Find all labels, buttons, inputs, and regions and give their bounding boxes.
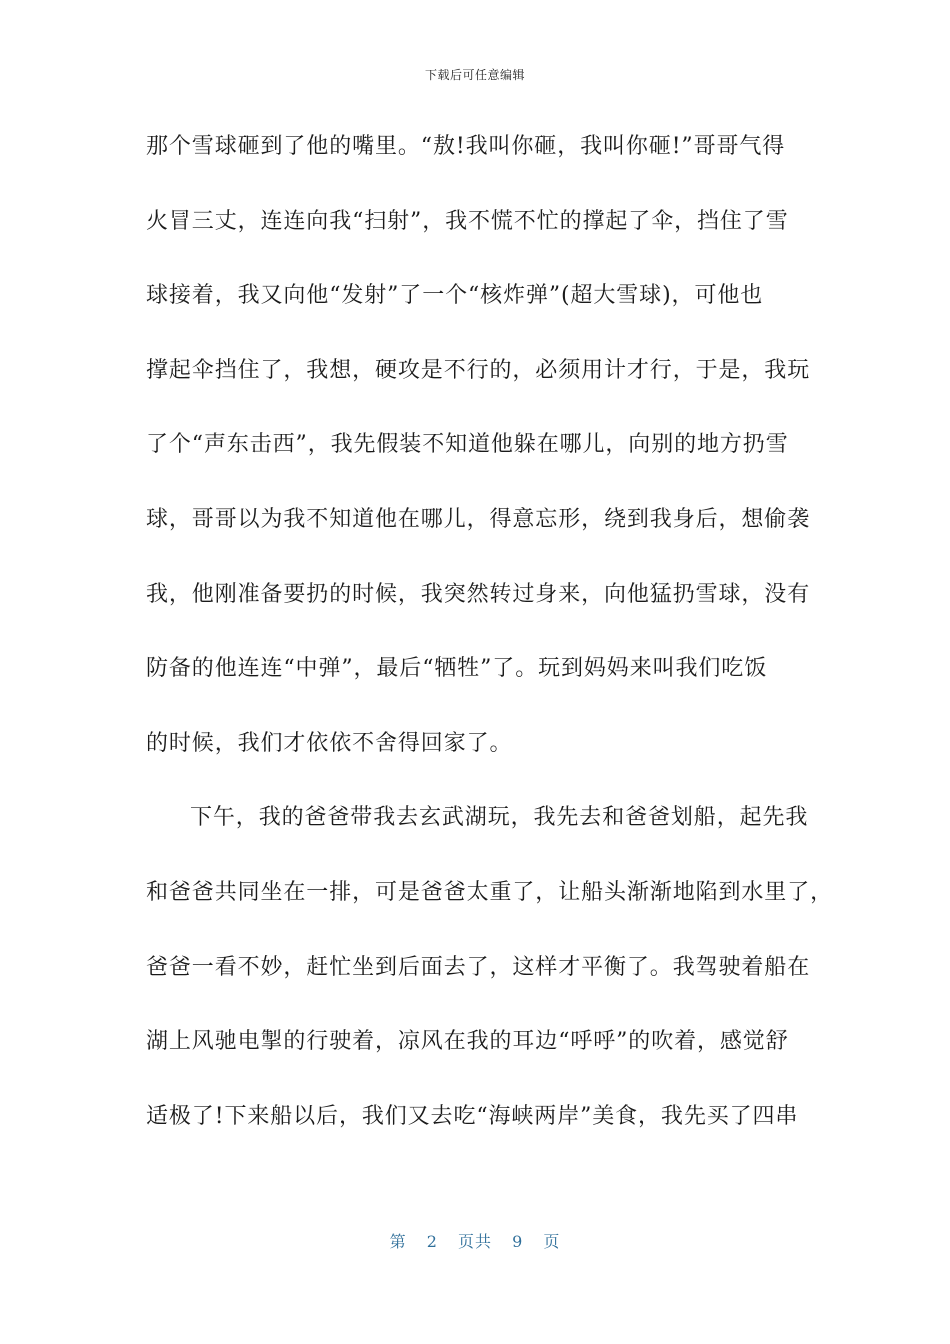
paragraph-first-line: 下午，我的爸爸带我去玄武湖玩，我先去和爸爸划船，起先我 — [190, 805, 809, 831]
page-header: 下载后可任意编辑 — [424, 68, 525, 82]
paragraph-line: 球，哥哥以为我不知道他在哪儿，得意忘形，绕到我身后，想偷袭 — [146, 506, 811, 532]
paragraph-line: 撑起伞挡住了，我想，硬攻是不行的，必须用计才行，于是，我玩 — [146, 357, 811, 383]
paragraph-line: 爸爸一看不妙，赶忙坐到后面去了，这样才平衡了。我驾驶着船在 — [146, 954, 811, 980]
paragraph-line: 了个“声东击西”，我先假装不知道他躲在哪儿，向别的地方扔雪 — [146, 432, 789, 458]
page-number-footer: 第 2 页共 9 页 — [389, 1232, 561, 1251]
paragraph-line: 那个雪球砸到了他的嘴里。“敖!我叫你砸，我叫你砸!”哥哥气得 — [146, 134, 786, 159]
paragraph-line: 我，他刚准备要扔的时候，我突然转过身来，向他猛扔雪球，没有 — [146, 581, 811, 607]
paragraph-line: 和爸爸共同坐在一排，可是爸爸太重了，让船头渐渐地陷到水里了， — [146, 879, 834, 905]
document-body — [146, 125, 834, 1169]
paragraph-line: 球接着，我又向他“发射”了一个“核炸弹”(超大雪球)，可他也 — [146, 283, 764, 309]
paragraph-line: 的时候，我们才依依不舍得回家了。 — [146, 730, 513, 756]
paragraph-line: 火冒三丈，连连向我“扫射”，我不慌不忙的撑起了伞，挡住了雪 — [146, 208, 789, 234]
paragraph-line: 防备的他连连“中弹”，最后“牺牲”了。玩到妈妈来叫我们吃饭 — [146, 656, 768, 682]
paragraph-line: 湖上风驰电掣的行驶着，凉风在我的耳边“呼呼”的吹着，感觉舒 — [146, 1029, 789, 1055]
paragraph-line: 适极了!下来船以后，我们又去吃“海峡两岸”美食，我先买了四串 — [146, 1103, 799, 1129]
